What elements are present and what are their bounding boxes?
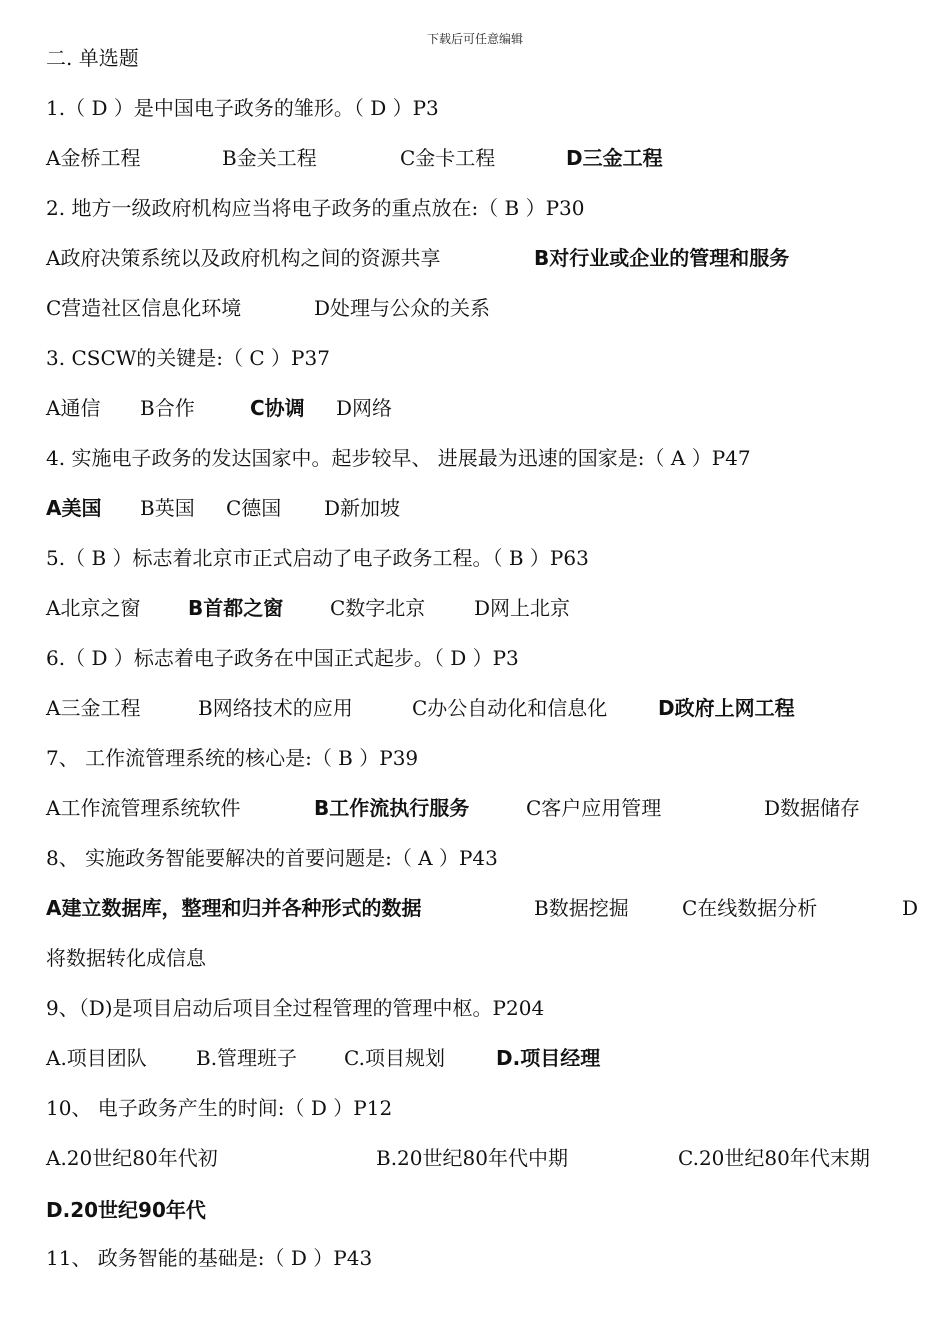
question-7: 7、 工作流管理系统的核心是:（ B ）P39 (46, 746, 419, 770)
option-c: C金卡工程 (400, 146, 496, 170)
question-9: 9、（D)是项目启动后项目全过程管理的管理中枢。P204 (46, 996, 545, 1020)
question-3: 3. CSCW的关键是:（ C ）P37 (46, 346, 330, 370)
option-d-answer: D政府上网工程 (658, 696, 795, 720)
option-c: C德国 (226, 496, 282, 520)
question-1-options (46, 144, 926, 172)
option-b: B.管理班子 (196, 1046, 298, 1070)
question-7-options (46, 794, 926, 822)
question-11: 11、 政务智能的基础是:（ D ）P43 (46, 1246, 373, 1270)
option-d-answer: D三金工程 (566, 146, 663, 170)
option-a-answer: A建立数据库，整理和归并各种形式的数据 (46, 896, 422, 920)
question-4-options (46, 494, 926, 522)
option-a: A金桥工程 (46, 146, 141, 170)
option-a: A三金工程 (46, 696, 141, 720)
option-d: D处理与公众的关系 (314, 296, 491, 320)
question-9-options (46, 1044, 926, 1072)
page-header: 下载后可任意编辑 (426, 32, 523, 46)
option-d: D (902, 896, 919, 920)
question-5-options (46, 594, 926, 622)
section-title: 二. 单选题 (46, 46, 139, 70)
question-2-options-row1 (46, 244, 926, 272)
option-b: B合作 (140, 396, 195, 420)
question-1: 1.（ D ）是中国电子政务的雏形。（ D ）P3 (46, 96, 439, 120)
option-c: C营造社区信息化环境 (46, 296, 242, 320)
option-d: D网络 (336, 396, 393, 420)
option-c-answer: C协调 (250, 396, 305, 420)
option-b-answer: B对行业或企业的管理和服务 (534, 246, 790, 270)
question-5: 5.（ B ）标志着北京市正式启动了电子政务工程。（ B ）P63 (46, 546, 589, 570)
option-d: D数据储存 (764, 796, 861, 820)
option-b: B英国 (140, 496, 195, 520)
option-b: B网络技术的应用 (198, 696, 353, 720)
option-a: A通信 (46, 396, 101, 420)
option-c: C客户应用管理 (526, 796, 662, 820)
option-d: D网上北京 (474, 596, 571, 620)
question-4: 4. 实施电子政务的发达国家中。起步较早、 进展最为迅速的国家是:（ A ）P47 (46, 446, 751, 470)
question-2: 2. 地方一级政府机构应当将电子政务的重点放在:（ B ）P30 (46, 196, 585, 220)
option-c: C.项目规划 (344, 1046, 445, 1070)
option-a-answer: A美国 (46, 496, 102, 520)
question-10: 10、 电子政务产生的时间:（ D ）P12 (46, 1096, 393, 1120)
option-d-answer: D.20世纪90年代 (46, 1198, 206, 1222)
question-6: 6.（ D ）标志着电子政务在中国正式起步。（ D ）P3 (46, 646, 519, 670)
option-b: B数据挖掘 (534, 896, 629, 920)
option-a: A工作流管理系统软件 (46, 796, 241, 820)
option-b-answer: B首都之窗 (188, 596, 284, 620)
option-d-answer: D.项目经理 (496, 1046, 601, 1070)
option-a: A.20世纪80年代初 (46, 1146, 218, 1170)
option-a: A.项目团队 (46, 1046, 147, 1070)
option-d: D新加坡 (324, 496, 401, 520)
option-a: A北京之窗 (46, 596, 141, 620)
question-2-options-row2 (46, 294, 926, 322)
question-8-options (46, 894, 926, 922)
option-b-answer: B工作流执行服务 (314, 796, 470, 820)
option-b: B金关工程 (222, 146, 317, 170)
question-10-options (46, 1144, 926, 1172)
question-3-options (46, 394, 926, 422)
option-c: C在线数据分析 (682, 896, 818, 920)
option-b: B.20世纪80年代中期 (376, 1146, 568, 1170)
option-c: C办公自动化和信息化 (412, 696, 608, 720)
question-6-options (46, 694, 926, 722)
option-a: A政府决策系统以及政府机构之间的资源共享 (46, 246, 441, 270)
question-8: 8、 实施政务智能要解决的首要问题是:（ A ）P43 (46, 846, 498, 870)
option-d-continued: 将数据转化成信息 (46, 946, 206, 970)
option-c: C.20世纪80年代末期 (678, 1146, 870, 1170)
option-c: C数字北京 (330, 596, 426, 620)
